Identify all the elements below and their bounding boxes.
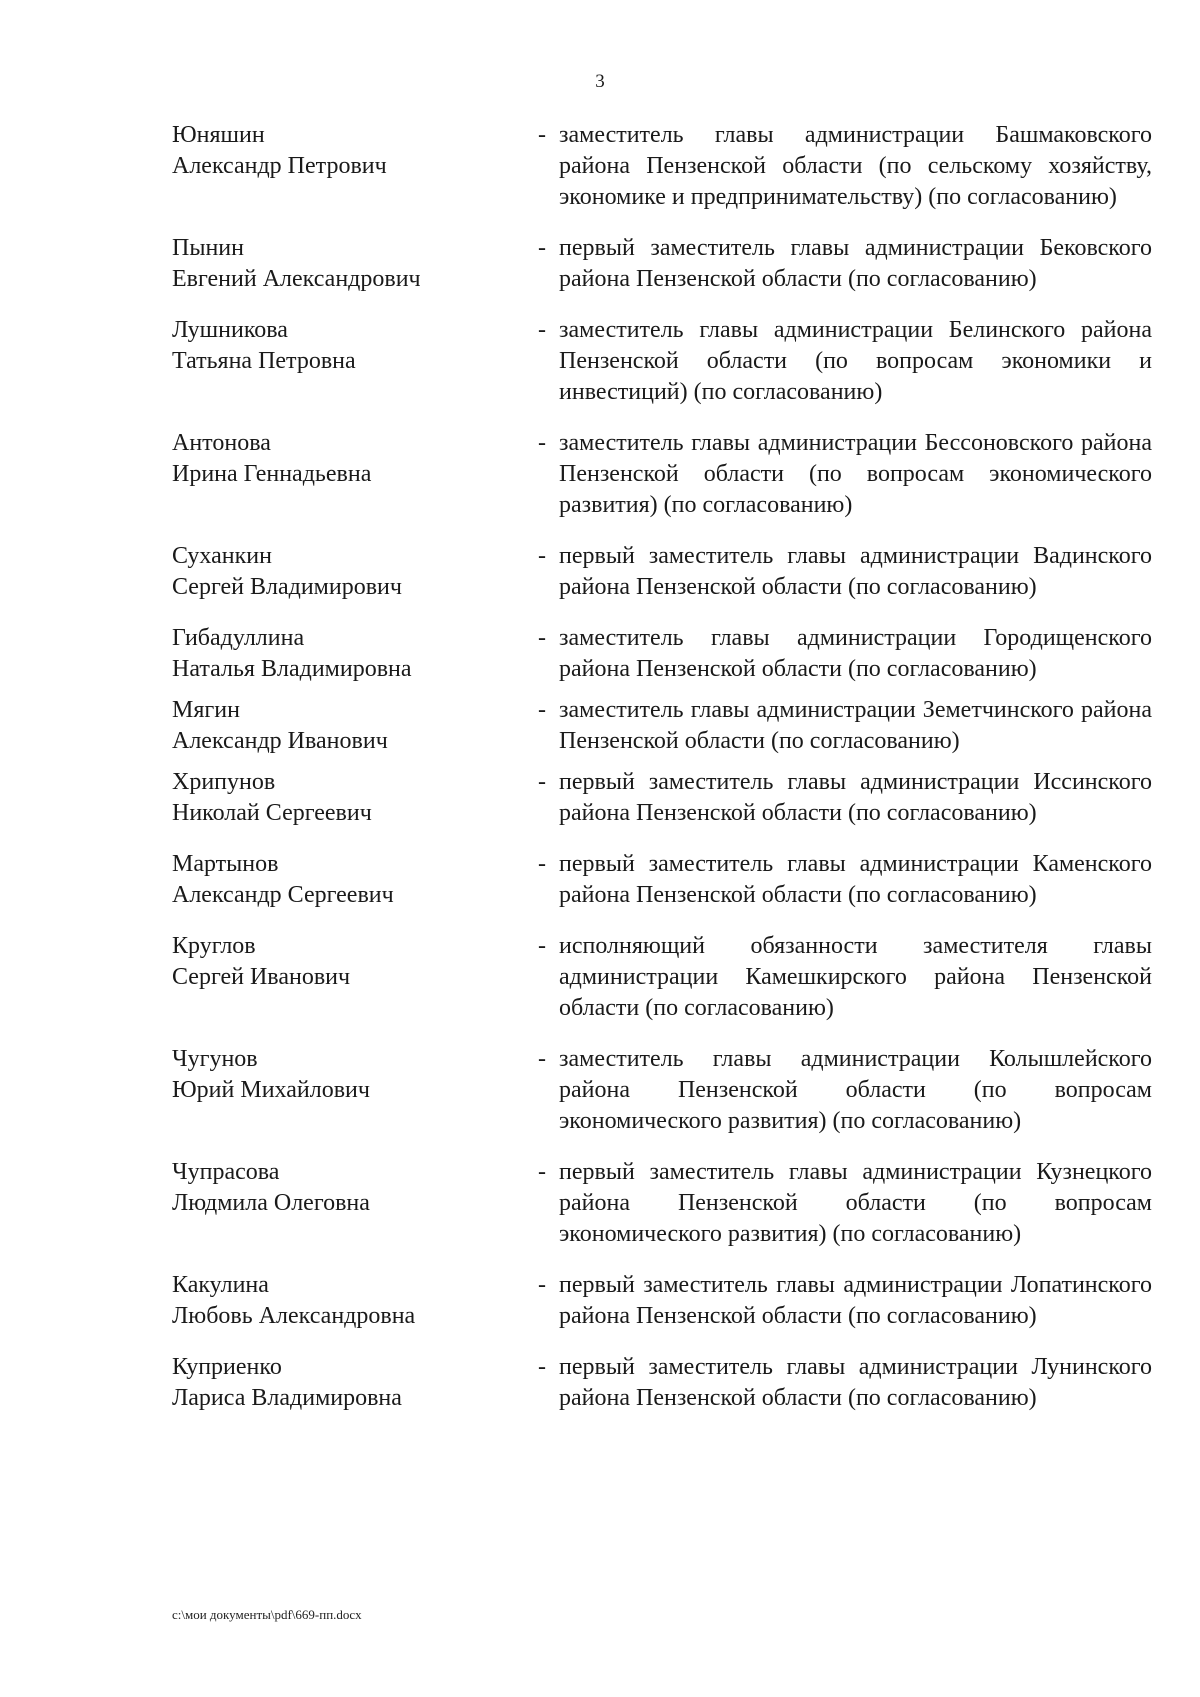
member-position: первый заместитель главы администрации Кузнецкого района Пензенской области (по вопросам экономического развития) (по согласованию) [559, 1159, 1152, 1247]
member-given-names: Александр Сергеевич [172, 882, 394, 908]
member-given-names: Татьяна Петровна [172, 348, 356, 374]
member-position: заместитель главы администрации Белинского района Пензенской области (по вопросам экономики и инвестиций) (по согласованию) [559, 317, 1152, 405]
member-entry [172, 767, 1152, 829]
member-name [172, 1270, 527, 1332]
member-given-names: Людмила Олеговна [172, 1190, 370, 1216]
member-name [172, 849, 527, 911]
member-entry [172, 1157, 1152, 1250]
member-entry [172, 315, 1152, 408]
member-entry [172, 120, 1152, 213]
member-name [172, 315, 527, 377]
member-name [172, 541, 527, 603]
separator-dash: - [538, 235, 546, 261]
member-surname: Суханкин [172, 543, 272, 569]
member-position: заместитель главы администрации Башмаковского района Пензенской области (по сельскому хозяйству, экономике и предпринимательству) (по согласованию) [559, 122, 1152, 210]
separator-dash: - [538, 1354, 546, 1380]
member-position: первый заместитель главы администрации Каменского района Пензенской области (по согласованию) [559, 851, 1152, 908]
member-surname: Хрипунов [172, 769, 276, 795]
member-position: заместитель главы администрации Городищенского района Пензенской области (по согласованию) [559, 625, 1152, 682]
member-name [172, 767, 527, 829]
member-entry [172, 849, 1152, 911]
member-given-names: Наталья Владимировна [172, 656, 412, 682]
member-name [172, 1157, 527, 1219]
member-position: первый заместитель главы администрации Иссинского района Пензенской области (по согласованию) [559, 769, 1152, 826]
member-position: заместитель главы администрации Бессоновского района Пензенской области (по вопросам экономического развития) (по согласованию) [559, 430, 1152, 518]
member-given-names: Лариса Владимировна [172, 1385, 402, 1411]
member-given-names: Евгений Александрович [172, 266, 421, 292]
member-surname: Куприенко [172, 1354, 282, 1380]
member-entry [172, 428, 1152, 521]
separator-dash: - [538, 1046, 546, 1072]
member-surname: Мягин [172, 697, 240, 723]
separator-dash: - [538, 697, 546, 723]
separator-dash: - [538, 769, 546, 795]
member-position: исполняющий обязанности заместителя главы администрации Камешкирского района Пензенской области (по согласованию) [559, 933, 1152, 1021]
member-entry [172, 931, 1152, 1024]
member-entry [172, 1044, 1152, 1137]
member-surname: Гибадуллина [172, 625, 305, 651]
member-given-names: Любовь Александровна [172, 1303, 416, 1329]
member-surname: Лушникова [172, 317, 288, 343]
member-given-names: Юрий Михайлович [172, 1077, 370, 1103]
separator-dash: - [538, 625, 546, 651]
separator-dash: - [538, 851, 546, 877]
member-surname: Чугунов [172, 1046, 258, 1072]
member-name [172, 695, 527, 757]
member-given-names: Ирина Геннадьевна [172, 461, 372, 487]
member-surname: Пынин [172, 235, 244, 261]
separator-dash: - [538, 430, 546, 456]
separator-dash: - [538, 543, 546, 569]
member-entry [172, 695, 1152, 757]
member-name [172, 1044, 527, 1106]
member-position: заместитель главы администрации Колышлейского района Пензенской области (по вопросам экономического развития) (по согласованию) [559, 1046, 1152, 1134]
page-number: 3 [595, 71, 605, 92]
member-position: первый заместитель главы администрации Лопатинского района Пензенской области (по согласованию) [559, 1272, 1152, 1329]
member-given-names: Николай Сергеевич [172, 800, 372, 826]
separator-dash: - [538, 1159, 546, 1185]
member-given-names: Сергей Иванович [172, 964, 351, 990]
member-name [172, 1352, 527, 1414]
member-surname: Чупрасова [172, 1159, 280, 1185]
member-surname: Мартынов [172, 851, 279, 877]
footer-file-path: c:\мои документы\pdf\669-пп.docx [172, 1607, 362, 1622]
member-name [172, 233, 527, 295]
separator-dash: - [538, 1272, 546, 1298]
member-entry [172, 541, 1152, 603]
member-name [172, 623, 527, 685]
member-surname: Антонова [172, 430, 271, 456]
member-surname: Круглов [172, 933, 256, 959]
separator-dash: - [538, 317, 546, 343]
member-entry [172, 233, 1152, 295]
member-surname: Юняшин [172, 122, 265, 148]
member-given-names: Александр Петрович [172, 153, 387, 179]
member-name [172, 120, 527, 182]
member-entry [172, 623, 1152, 685]
member-position: первый заместитель главы администрации Вадинского района Пензенской области (по согласованию) [559, 543, 1152, 600]
member-surname: Какулина [172, 1272, 269, 1298]
separator-dash: - [538, 122, 546, 148]
member-given-names: Сергей Владимирович [172, 574, 402, 600]
member-given-names: Александр Иванович [172, 728, 388, 754]
member-list [172, 120, 1152, 1434]
member-name [172, 428, 527, 490]
member-position: первый заместитель главы администрации Бековского района Пензенской области (по согласованию) [559, 235, 1152, 292]
member-name [172, 931, 527, 993]
member-position: заместитель главы администрации Земетчинского района Пензенской области (по согласованию) [559, 697, 1152, 754]
member-entry [172, 1352, 1152, 1414]
separator-dash: - [538, 933, 546, 959]
member-position: первый заместитель главы администрации Лунинского района Пензенской области (по согласованию) [559, 1354, 1152, 1411]
member-entry [172, 1270, 1152, 1332]
